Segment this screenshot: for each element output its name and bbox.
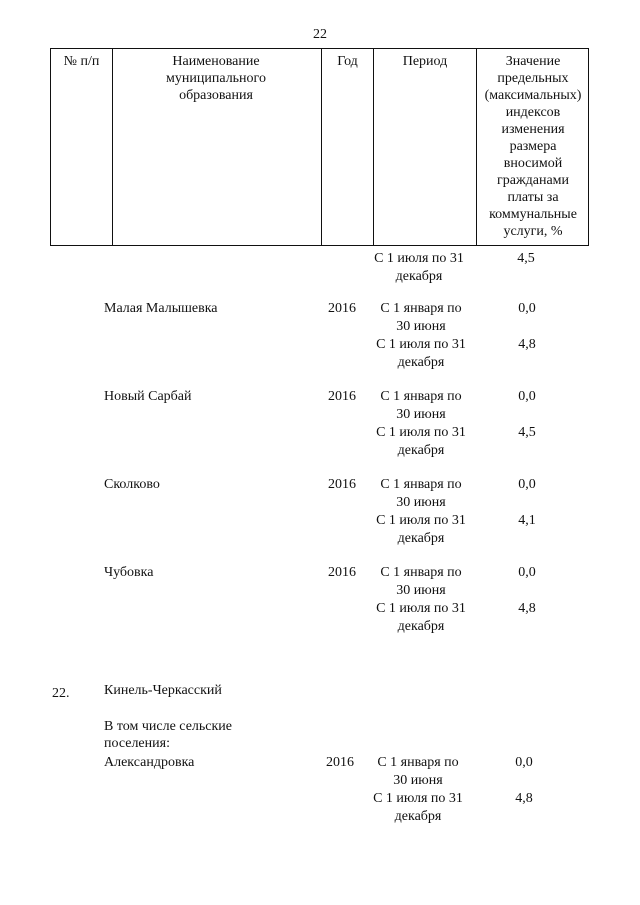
district-subheading: В том числе сельские поселения: — [104, 719, 233, 751]
index-value: 4,8 — [518, 601, 536, 616]
period-first-half: С 1 января по 30 июня — [380, 301, 462, 334]
district-name: Кинель-Черкасский — [104, 683, 222, 698]
index-value: 0,0 — [518, 565, 536, 580]
column-divider — [373, 49, 374, 245]
period-second-half: С 1 июля по 31 декабря — [376, 601, 466, 634]
period-first-half: С 1 января по 30 июня — [380, 389, 462, 422]
year: 2016 — [328, 301, 356, 316]
index-value: 0,0 — [518, 477, 536, 492]
district-number: 22. — [52, 686, 70, 701]
header-value: Значение предельных (максимальных) индексов изменения размера вносимой гражданами платы за коммунальные услуги, % — [484, 54, 582, 239]
index-value: 0,0 — [518, 301, 536, 316]
period-first-half: С 1 января по 30 июня — [377, 755, 459, 788]
index-value: 0,0 — [518, 389, 536, 404]
period-second-half: С 1 июля по 31 декабря — [376, 337, 466, 370]
period-second-half: С 1 июля по 31 декабря — [374, 251, 464, 284]
index-value: 0,0 — [515, 755, 533, 770]
header-year: Год — [337, 54, 358, 69]
index-value: 4,1 — [518, 513, 536, 528]
header-number: № п/п — [63, 54, 100, 69]
settlement-name: Александровка — [104, 755, 195, 770]
period-first-half: С 1 января по 30 июня — [380, 477, 462, 510]
header-name: Наименование муниципального образования — [166, 54, 266, 103]
column-divider — [321, 49, 322, 245]
index-value: 4,8 — [518, 337, 536, 352]
settlement-name: Новый Сарбай — [104, 389, 192, 404]
year: 2016 — [328, 389, 356, 404]
index-value: 4,5 — [518, 425, 536, 440]
header-period: Период — [402, 54, 448, 69]
index-value: 4,8 — [515, 791, 533, 806]
year: 2016 — [326, 755, 354, 770]
year: 2016 — [328, 565, 356, 580]
period-second-half: С 1 июля по 31 декабря — [376, 513, 466, 546]
period-second-half: С 1 июля по 31 декабря — [373, 791, 463, 824]
settlement-name: Сколково — [104, 477, 160, 492]
period-first-half: С 1 января по 30 июня — [380, 565, 462, 598]
table-header — [50, 48, 589, 246]
column-divider — [476, 49, 477, 245]
settlement-name: Чубовка — [104, 565, 154, 580]
index-value: 4,5 — [517, 251, 535, 266]
page-number: 22 — [313, 27, 327, 42]
settlement-name: Малая Малышевка — [104, 301, 218, 316]
column-divider — [112, 49, 113, 245]
year: 2016 — [328, 477, 356, 492]
period-second-half: С 1 июля по 31 декабря — [376, 425, 466, 458]
